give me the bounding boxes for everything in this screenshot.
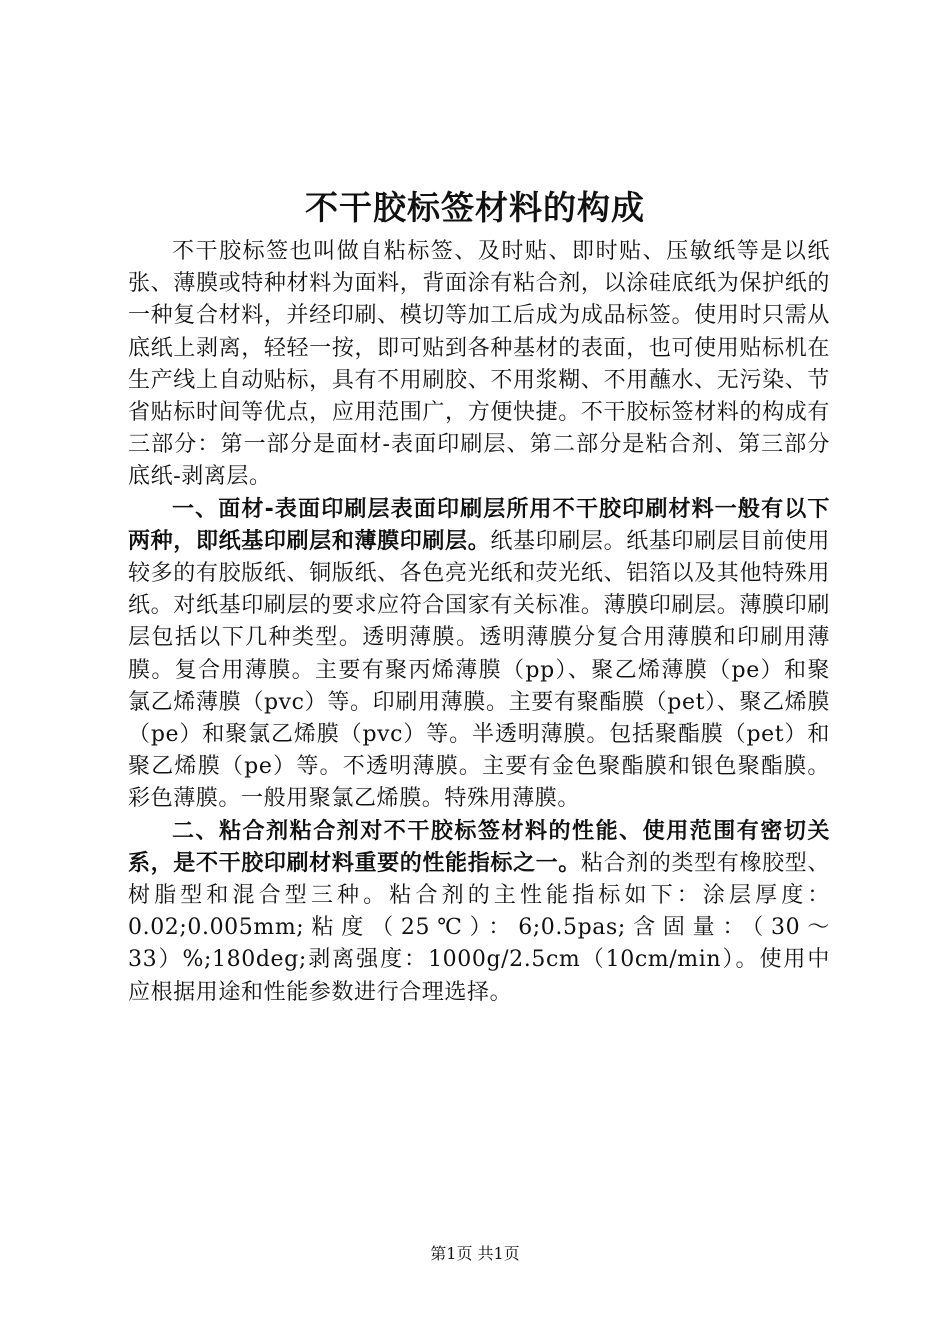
paragraph-face-material (128, 494, 830, 816)
document-title: 不干胶标签材料的构成 (305, 188, 645, 227)
paragraph-adhesive-text: 粘合剂的类型有橡胶型、树脂型和混合型三种。粘合剂的主性能指标如下：涂层厚度：0.02;0.005mm;粘度（25℃）：6;0.5pas;含固量：（30～33）%;180deg;剥离强度：1000g/2.5cm（10cm/min）。使用中应根据用途和性能参数进行合理选择。 (128, 850, 830, 1005)
paragraph-face-material-heading: 一、面材-表面印刷层表面印刷层所用不干胶印刷材料一般有以下两种，即纸基印刷层和薄膜印刷层。 (128, 496, 830, 554)
page-number-footer: 第1页 共1页 (430, 1244, 520, 1263)
paragraph-intro (128, 236, 830, 494)
paragraph-intro-text: 不干胶标签也叫做自粘标签、及时贴、即时贴、压敏纸等是以纸张、薄膜或特种材料为面料，背面涂有粘合剂，以涂硅底纸为保护纸的一种复合材料，并经印刷、模切等加工后成为成品标签。使用时只需从底纸上剥离，轻轻一按，即可贴到各种基材的表面，也可使用贴标机在生产线上自动贴标，具有不用刷胶、不用浆糊、不用蘸水、无污染、节省贴标时间等优点，应用范围广，方便快捷。不干胶标签材料的构成有三部分：第一部分是面材-表面印刷层、第二部分是粘合剂、第三部分底纸-剥离层。 (128, 239, 830, 490)
paragraph-adhesive (128, 816, 830, 1009)
paragraph-face-material-text: 纸基印刷层。纸基印刷层目前使用较多的有胶版纸、铜版纸、各色亮光纸和荧光纸、铝箔以及其他特殊用纸。对纸基印刷层的要求应符合国家有关标准。薄膜印刷层。薄膜印刷层包括以下几种类型。透明薄膜。透明薄膜分复合用薄膜和印刷用薄膜。复合用薄膜。主要有聚丙烯薄膜（pp）、聚乙烯薄膜（pe）和聚氯乙烯薄膜（pvc）等。印刷用薄膜。主要有聚酯膜（pet）、聚乙烯膜（pe）和聚氯乙烯膜（pvc）等。半透明薄膜。包括聚酯膜（pet）和聚乙烯膜（pe）等。不透明薄膜。主要有金色聚酯膜和银色聚酯膜。彩色薄膜。一般用聚氯乙烯膜。特殊用薄膜。 (128, 528, 830, 812)
document-body (128, 236, 830, 1009)
paragraph-adhesive-heading: 二、粘合剂粘合剂对不干胶标签材料的性能、使用范围有密切关系，是不干胶印刷材料重要的性能指标之一。 (128, 818, 830, 876)
